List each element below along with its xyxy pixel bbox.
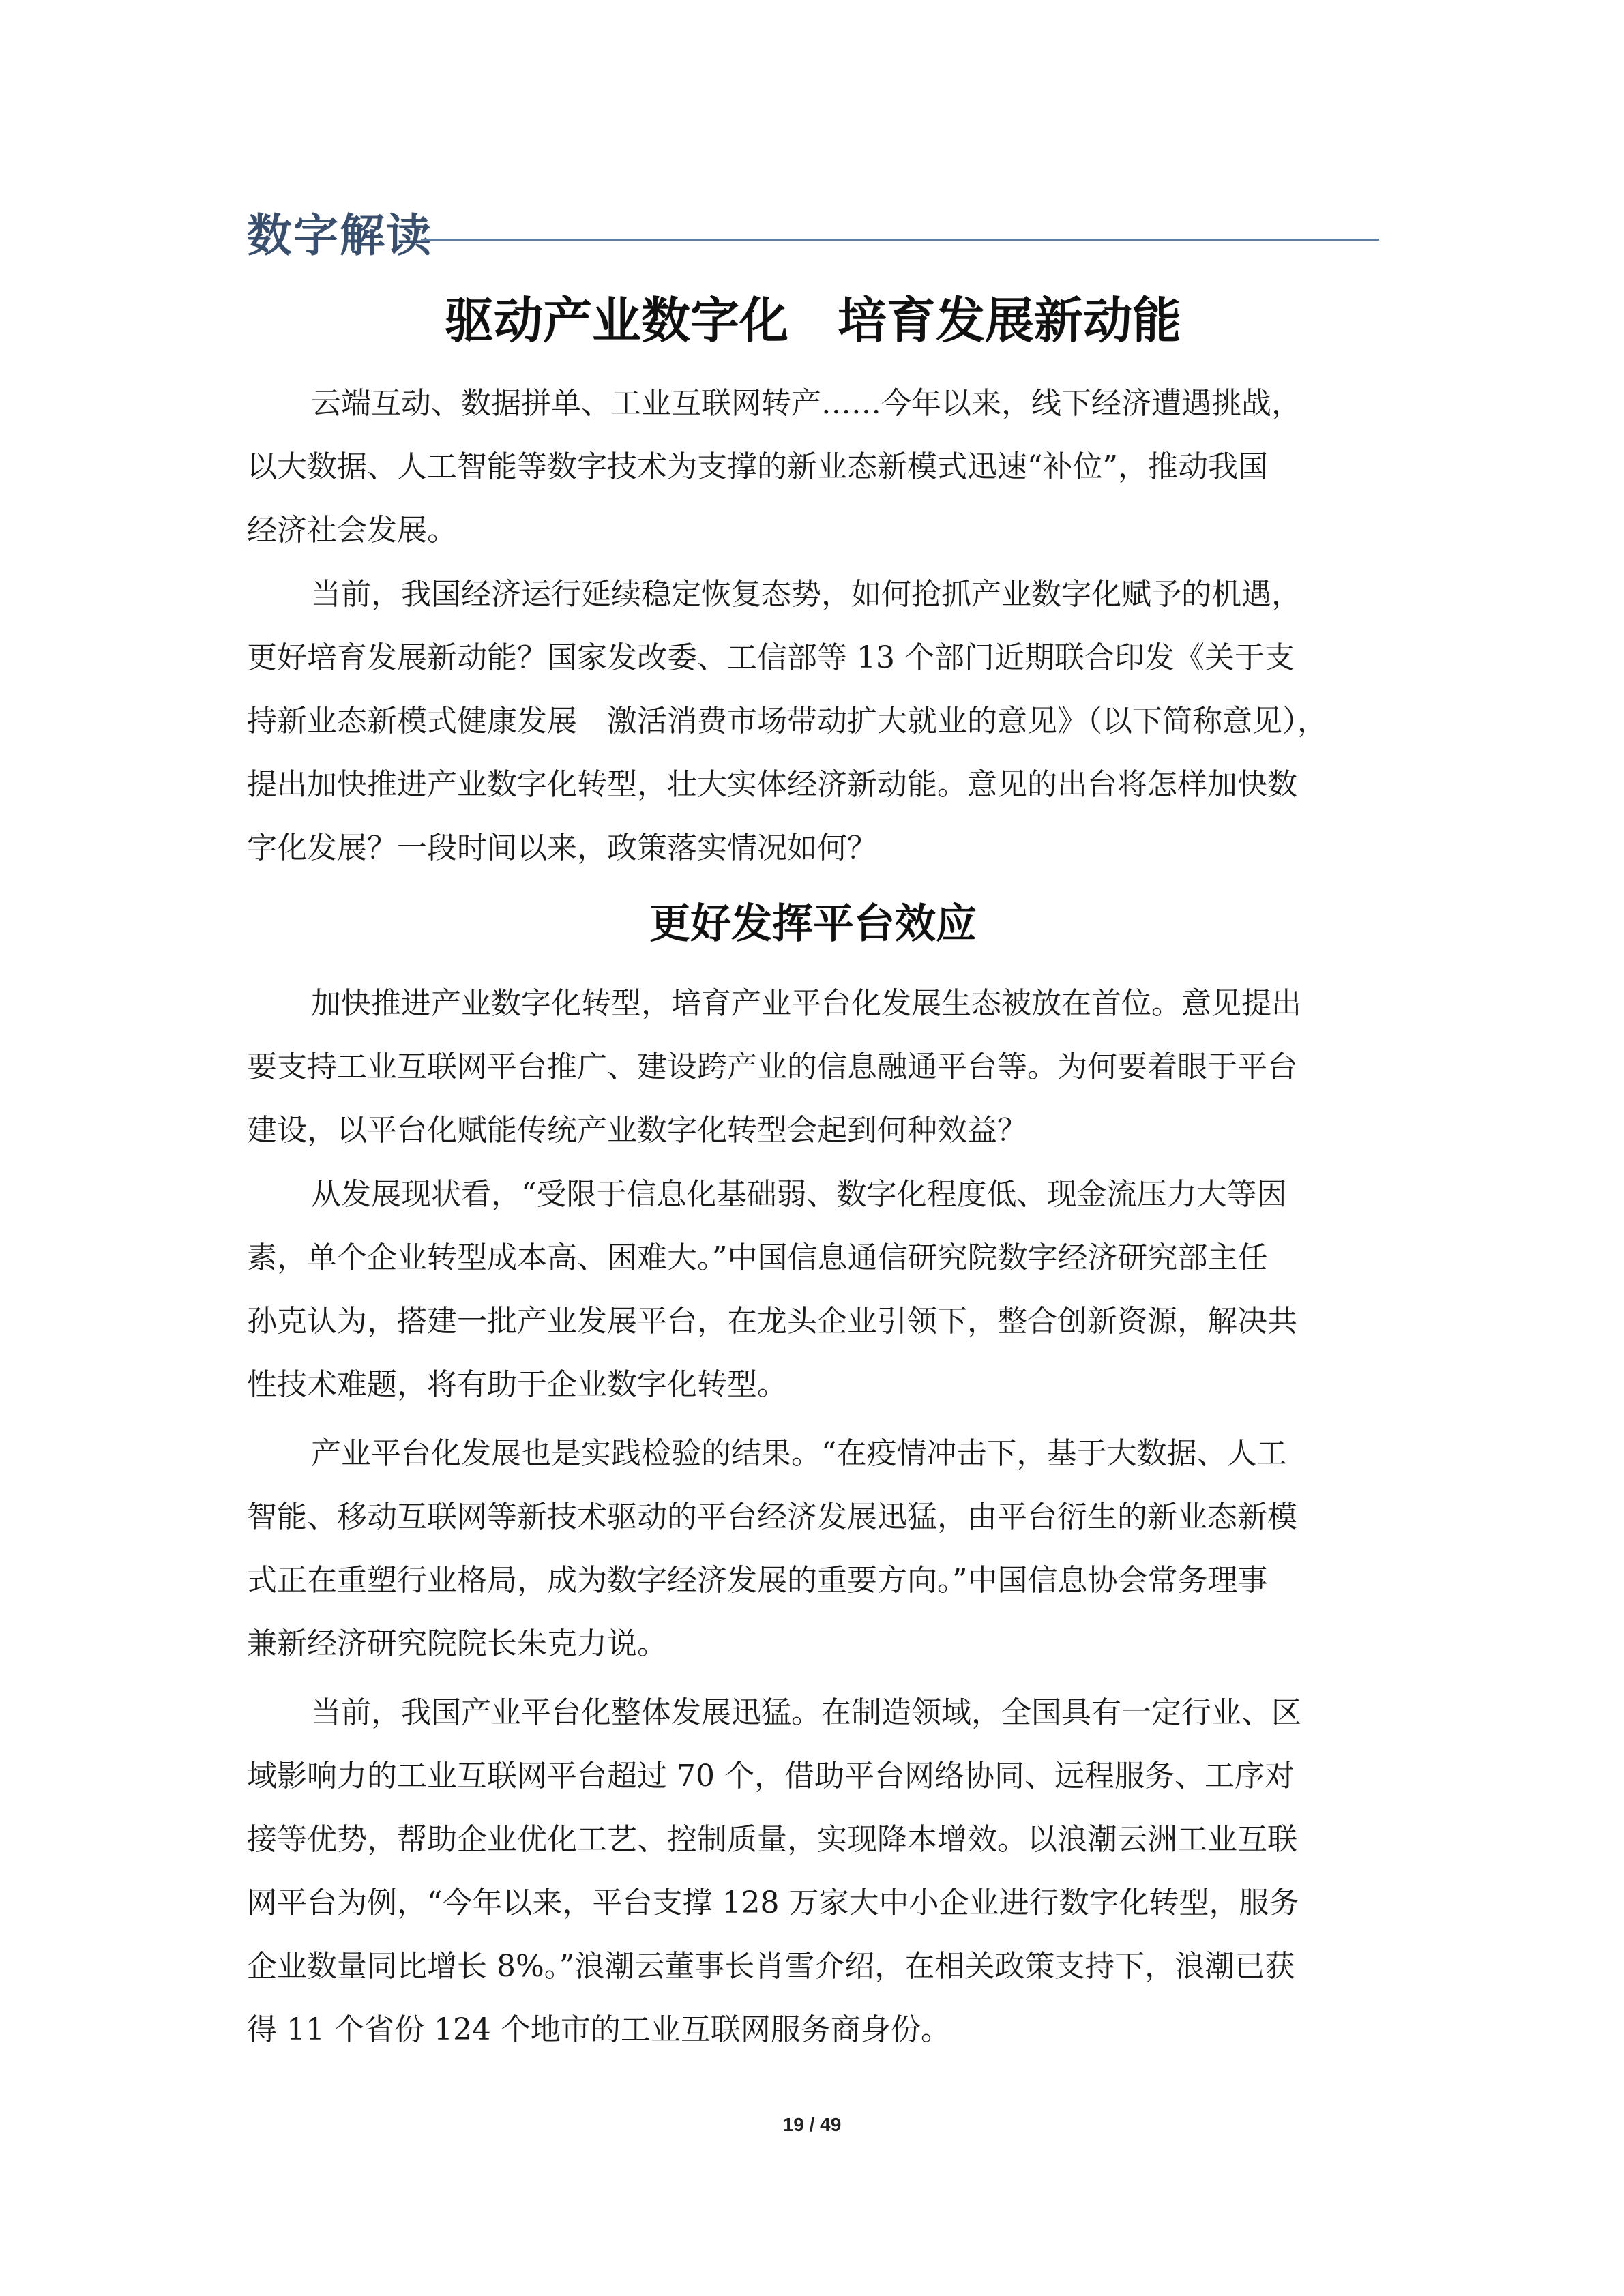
paragraph-4: 从发展现状看，“受限于信息化基础弱、数字化程度低、现金流压力大等因 素，单个企业转型成本高、困难大。”中国信息通信研究院数字经济研究部主任 孙克认为，搭建一批产业发展平台，在龙头企业引领下，整合创新资源，解决共 性技术难题，将有助于企业数字化转型。 [247,1177,1297,1402]
paragraph-6: 当前，我国产业平台化整体发展迅猛。在制造领域，全国具有一定行业、区 域影响力的工业互联网平台超过 70 个，借助平台网络协同、远程服务、工序对 接等优势，帮助企业优化工艺、控制质量，实现降本增效。以浪潮云洲工业互联 网平台为例，“今年以来，平台支撑 128 万家大中小企业进行数字化转型，服务 企业数量同比增长 8%。”浪潮云董事长肖雪介绍，在相关政策支持下，浪潮已获 得 11 个省份 124 个地市的工业互联网服务商身份。 [247,1695,1301,2047]
subheading: 更好发挥平台效应 [649,900,977,948]
section-label: 数字解读 [247,209,432,262]
page-number: 19 / 49 [782,2114,842,2135]
paragraph-3: 加快推进产业数字化转型，培育产业平台化发展生态被放在首位。意见提出 要支持工业互联网平台推广、建设跨产业的信息融通平台等。为何要着眼于平台 建设，以平台化赋能传统产业数字化转型会起到何种效益？ [247,986,1301,1148]
section-divider [421,239,1379,241]
article-title: 驱动产业数字化 培育发展新动能 [444,292,1181,349]
paragraph-5: 产业平台化发展也是实践检验的结果。“在疫情冲击下，基于大数据、人工 智能、移动互联网等新技术驱动的平台经济发展迅猛，由平台衍生的新业态新模 式正在重塑行业格局，成为数字经济发展的重要方向。”中国信息协会常务理事 兼新经济研究院院长朱克力说。 [247,1436,1297,1661]
section-header [247,205,1379,266]
paragraph-2: 当前，我国经济运行延续稳定恢复态势，如何抢抓产业数字化赋予的机遇， 更好培育发展新动能？国家发改委、工信部等 13 个部门近期联合印发《关于支 持新业态新模式健康发展 激活消费市场带动扩大就业的意见》（以下简称意见）， 提出加快推进产业数字化转型，壮大实体经济新动能。意见的出台将怎样加快数 字化发展？一段时间以来，政策落实情况如何？ [247,577,1327,865]
paragraph-1: 云端互动、数据拼单、工业互联网转产……今年以来，线下经济遭遇挑战， 以大数据、人工智能等数字技术为支撑的新业态新模式迅速“补位”，推动我国 经济社会发展。 [247,386,1301,548]
